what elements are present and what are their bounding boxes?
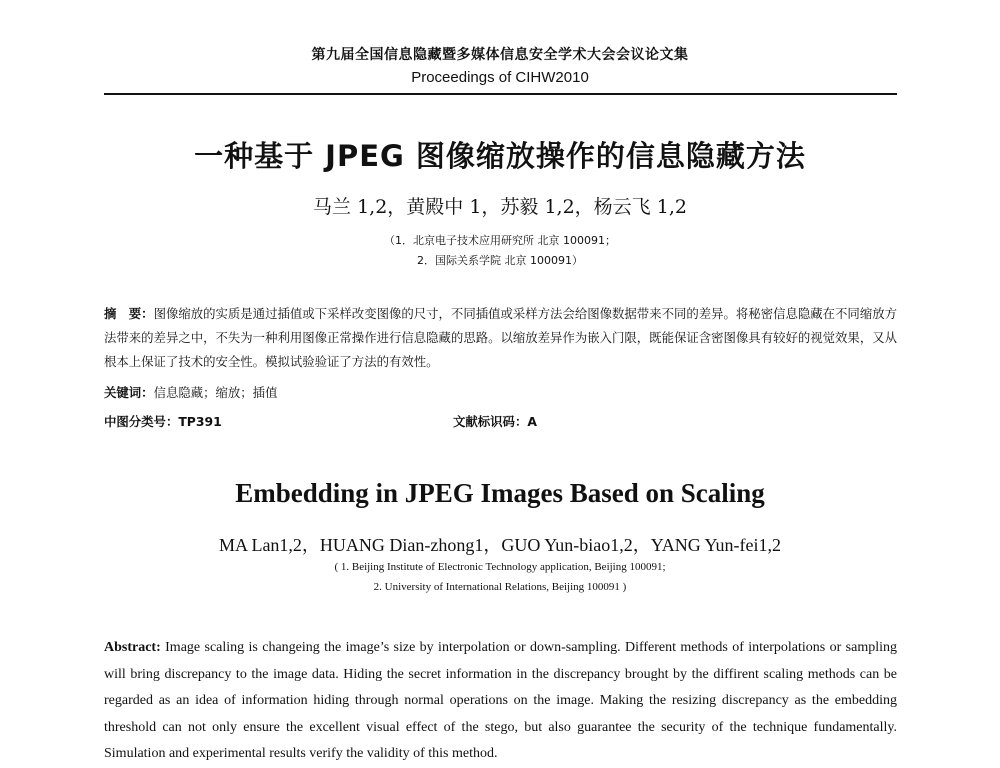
doc-code-value: A xyxy=(527,414,537,429)
affiliation-en-1: ( 1. Beijing Institute of Electronic Technology application, Beijing 100091; xyxy=(334,561,666,573)
abstract-cn-text: 图像缩放的实质是通过插值或下采样改变图像的尺寸，不同插值或采样方法会给图像数据带来不同的差异。将秘密信息隐藏在不同缩放方法带来的差异之中，不失为一种利用图像正常操作进行信息隐藏的思路。以缩放差异作为嵌入门限，既能保证含密图像具有较好的视觉效果，又从根本上保证了技术的安全性。模拟试验验证了方法的有效性。 xyxy=(104,306,897,369)
abstract-cn-label: 摘 要： xyxy=(104,306,154,321)
proceedings-title-cn: 第九届全国信息隐藏暨多媒体信息安全学术大会会议论文集 xyxy=(311,47,689,63)
proceedings-title-en: Proceedings of CIHW2010 xyxy=(411,69,589,86)
authors-en: MA Lan1,2，HUANG Dian-zhong1，GUO Yun-biao1,2，YANG Yun-fei1,2 xyxy=(218,535,782,555)
abstract-en-text: Image scaling is changeing the image’s size by interpolation or down-sampling. Different methods of interpolations or sampling will bring discrepancy to the image data. Hiding the secret information in the discrepancy brought by the diffirent scaling methods can be regarded as an idea of information hiding through normal operations on the image. Making the resizing discrepancy as the embedding threshold can not only ensure the excellent visual effect of the stego, but also guarantee the security of the technique fundamentally. Simulation and experimental results verify the validity of this method. xyxy=(104,640,897,761)
clc-value: TP391 xyxy=(178,414,222,429)
keywords-cn xyxy=(104,383,897,401)
affiliation-en-2: 2. University of International Relations, Beijing 100091 ) xyxy=(373,581,627,593)
affiliation-cn-1: （1．北京电子技术应用研究所 北京 100091； xyxy=(384,234,616,247)
abstract-cn xyxy=(104,302,897,374)
keywords-cn-text: 信息隐藏；缩放；插值 xyxy=(153,385,278,400)
clc-label: 中图分类号： xyxy=(104,414,179,429)
header-rule xyxy=(104,93,897,95)
classification-row xyxy=(104,412,897,430)
abstract-en-label: Abstract: xyxy=(104,640,161,655)
affiliation-cn-2: 2．国际关系学院 北京 100091） xyxy=(417,254,583,267)
doc-code-label: 文献标识码： xyxy=(453,414,528,429)
abstract-en xyxy=(104,635,897,768)
document-code xyxy=(453,412,537,430)
keywords-cn-label: 关键词： xyxy=(104,385,154,400)
authors-cn: 马兰 1,2，黄殿中 1，苏毅 1,2，杨云飞 1,2 xyxy=(313,196,687,218)
paper-title-cn: 一种基于 JPEG 图像缩放操作的信息隐藏方法 xyxy=(194,139,806,173)
paper-title-en: Embedding in JPEG Images Based on Scaling xyxy=(235,478,765,508)
